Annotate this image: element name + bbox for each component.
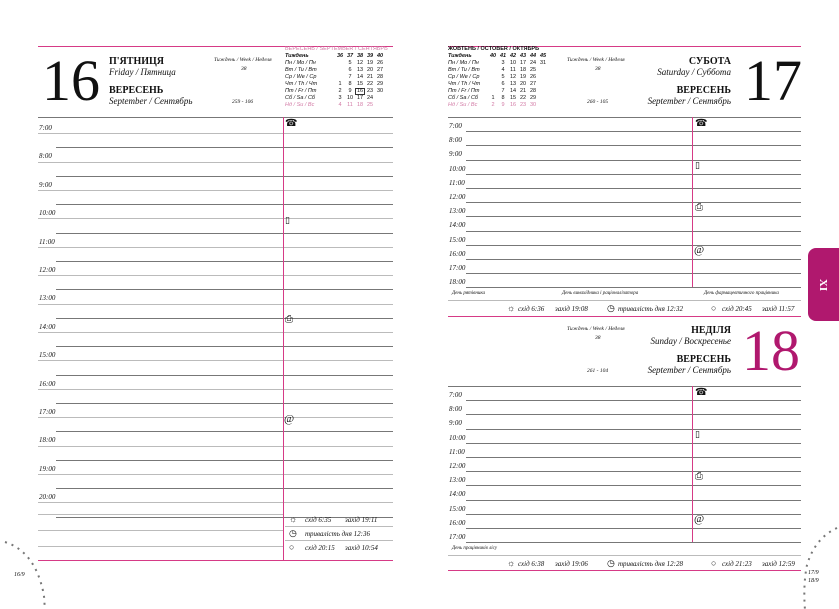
time-label: 13:00 (449, 207, 466, 216)
sunset: захід 19:08 (555, 305, 588, 313)
calendar-weekday: Пн / Mo / Пн (448, 60, 479, 66)
calendar-day: 23 (366, 88, 374, 94)
calendar-day: 16 (356, 88, 364, 94)
weekday-en-ru: Saturday / Суббота (657, 67, 731, 77)
calendar-day: 24 (366, 95, 374, 101)
half-hour-line[interactable] (38, 133, 393, 134)
time-label: 14:00 (39, 322, 56, 331)
mobile-icon: ▯ (695, 160, 700, 170)
sunday-sunset: захід 19:06 (555, 560, 588, 568)
time-slot-line[interactable] (56, 318, 393, 319)
calendar-day: 9 (348, 88, 352, 94)
calendar-day (538, 88, 548, 95)
day-number: 16 (42, 48, 100, 113)
calendar-day: 8 (501, 95, 505, 101)
sunday-day-count: 261 - 104 (587, 368, 609, 374)
time-label: 9:00 (449, 419, 462, 428)
half-hour-line[interactable] (38, 162, 393, 163)
sunday-moonrise: схід 21:23 (722, 560, 752, 568)
moonrise: схід 20:15 (305, 544, 335, 552)
holiday-note-1: День рятівника (452, 291, 486, 296)
moonset: захід 10:54 (345, 544, 378, 552)
mini-calendar (285, 46, 388, 109)
time-label: 14:00 (449, 221, 466, 230)
page-footer-1: 17/9 (808, 570, 819, 576)
half-hour-line[interactable] (38, 389, 393, 390)
calendar-day: 29 (376, 81, 384, 87)
note-line[interactable] (38, 514, 283, 515)
holiday-note-3: День фармацевтичного працівника (704, 291, 779, 296)
calendar-weekday: Вт / Tu / Вт (448, 67, 480, 73)
time-slot-line[interactable] (56, 346, 393, 347)
note-line[interactable] (38, 546, 283, 547)
half-hour-line[interactable] (38, 190, 393, 191)
week-label: Тиждень / Week / Неделя (214, 57, 272, 63)
day-count: 259 - 106 (232, 99, 254, 105)
page-footer-2: 18/9 (808, 578, 819, 584)
calendar-day: 17 (519, 60, 527, 66)
half-hour-line[interactable] (38, 417, 393, 418)
mini-calendar-october (448, 46, 548, 109)
calendar-day: 2 (338, 88, 342, 94)
time-slot-line[interactable] (56, 176, 393, 177)
time-label: 17:00 (39, 408, 56, 416)
time-label: 16:00 (449, 249, 466, 258)
time-label: 10:00 (449, 433, 466, 442)
calendar-weekday: Пн / Mo / Пн (285, 60, 316, 66)
calendar-row (285, 60, 388, 67)
calendar-weekday: Вт / Tu / Вт (285, 67, 317, 73)
sunday-sunrise: схід 6:38 (518, 560, 545, 568)
week-number: 38 (241, 66, 247, 72)
time-slot-line[interactable] (466, 485, 801, 486)
calendar-weekday: Ср / We / Ср (448, 74, 480, 80)
time-slot-line[interactable] (466, 273, 801, 274)
time-label: 11:00 (39, 237, 55, 246)
calendar-day: 22 (366, 81, 374, 87)
time-slot-line[interactable] (466, 216, 801, 217)
calendar-day: 26 (529, 74, 537, 80)
clock-icon: ◷ (289, 528, 297, 538)
sunday-weekday-en-ru: Sunday / Воскресенье (650, 336, 731, 346)
fax-icon: ⎙ (695, 202, 703, 213)
week-number: 38 (595, 66, 601, 72)
calendar-row (448, 74, 548, 81)
calendar-day: 20 (519, 81, 527, 87)
calendar-day (335, 74, 345, 81)
sunday-week-label: Тиждень / Week / Неделя (567, 326, 625, 332)
calendar-weekday: Ср / We / Ср (285, 74, 317, 80)
decorative-dots (785, 520, 839, 609)
calendar-day: 11 (510, 67, 516, 73)
month-en-ru: September / Сентябрь (109, 96, 193, 106)
phone-icon: ☎ (285, 118, 298, 129)
calendar-day: 5 (501, 74, 505, 80)
calendar-day: 5 (348, 60, 352, 66)
calendar-day: 31 (539, 60, 547, 66)
calendar-day: 12 (509, 74, 517, 80)
calendar-title: ВЕРЕСЕНЬ / SEPTEMBER / СЕНТЯБРЬ (285, 46, 388, 52)
time-label: 18:00 (449, 278, 466, 287)
holiday-note-2: День винахідника і раціоналізатора (562, 291, 639, 296)
calendar-row (448, 60, 548, 67)
time-slot-line[interactable] (56, 233, 393, 234)
day-number: 17 (744, 48, 802, 113)
time-label: 12:00 (39, 266, 56, 274)
time-slot-line[interactable] (466, 160, 801, 161)
time-label: 17:00 (449, 264, 466, 272)
calendar-day: 9 (501, 102, 505, 108)
time-label: 7:00 (39, 124, 52, 132)
note-line[interactable] (38, 530, 283, 531)
calendar-day: 29 (529, 95, 537, 101)
sunday-phone-icon: ☎ (695, 387, 708, 398)
day-length: тривалість дня 12:32 (618, 305, 683, 313)
time-label: 15:00 (449, 235, 466, 244)
calendar-day: 3 (501, 60, 505, 66)
sunday-month-ua: ВЕРЕСЕНЬ (676, 354, 731, 365)
sunset: захід 19:11 (345, 516, 378, 524)
time-label: 11:00 (449, 178, 465, 187)
calendar-row (448, 67, 548, 74)
time-label: 9:00 (449, 150, 462, 159)
calendar-day: 13 (509, 81, 517, 87)
sunday-moon-icon: ○ (711, 558, 717, 568)
time-slot-line[interactable] (466, 500, 801, 501)
calendar-day: 8 (348, 81, 352, 87)
calendar-day: 23 (519, 102, 527, 108)
time-slot-line[interactable] (466, 245, 801, 246)
calendar-day: 4 (501, 67, 505, 73)
calendar-day: 14 (509, 88, 517, 94)
time-label: 9:00 (39, 180, 52, 189)
time-slot-line[interactable] (466, 400, 801, 401)
time-label: 14:00 (449, 490, 466, 499)
calendar-day: 12 (356, 60, 364, 66)
calendar-day: 26 (376, 60, 384, 66)
half-hour-line[interactable] (38, 304, 393, 305)
calendar-day: 25 (529, 67, 537, 73)
sunday-week-number: 38 (595, 335, 601, 341)
calendar-weekday: Пт / Fr / Пт (448, 88, 480, 94)
phone-icon: ☎ (695, 118, 708, 129)
time-slot-line[interactable] (466, 542, 801, 543)
time-label: 13:00 (39, 294, 56, 303)
sun-icon: ☼ (289, 514, 298, 524)
page-footer: 16/9 (14, 572, 25, 578)
time-label: 8:00 (39, 152, 52, 161)
calendar-day: 17 (356, 95, 364, 101)
calendar-rows (448, 60, 548, 109)
calendar-day: 20 (366, 67, 374, 73)
time-slot-line[interactable] (466, 188, 801, 189)
time-slot-line[interactable] (466, 145, 801, 146)
time-label: 18:00 (39, 436, 56, 445)
calendar-day: 7 (501, 88, 505, 94)
calendar-day: 18 (519, 67, 527, 73)
time-slot-line[interactable] (466, 414, 801, 415)
calendar-day: 30 (376, 88, 384, 94)
calendar-day: 19 (519, 74, 527, 80)
calendar-row (448, 95, 548, 102)
calendar-day: 6 (501, 81, 505, 87)
sunday-weekday-ua: НЕДІЛЯ (691, 325, 731, 336)
calendar-day (538, 81, 548, 88)
calendar-weekday: Сб / Sa / Сб (448, 95, 479, 101)
calendar-day (488, 81, 498, 88)
calendar-day: 18 (356, 102, 364, 108)
calendar-day: 30 (529, 102, 537, 108)
time-label: 16:00 (449, 518, 466, 527)
moon-icon: ○ (711, 303, 717, 313)
calendar-weekday: Пт / Fr / Пт (285, 88, 317, 94)
time-slot-line[interactable] (466, 471, 801, 472)
calendar-day: 11 (347, 102, 353, 108)
week-label: Тиждень / Week / Неделя (567, 57, 625, 63)
calendar-day (375, 102, 385, 109)
time-label: 7:00 (449, 391, 462, 399)
calendar-row (448, 102, 548, 109)
calendar-day: 14 (356, 74, 364, 80)
time-label: 10:00 (39, 209, 56, 218)
weekday-ua: П'ЯТНИЦЯ (109, 56, 165, 67)
email-at-icon: @ (694, 244, 705, 256)
time-label: 10:00 (449, 164, 466, 173)
sunday-mobile-icon: ▯ (695, 429, 700, 439)
half-hour-line[interactable] (38, 332, 393, 333)
time-slot-line[interactable] (466, 131, 801, 132)
time-slot-line[interactable] (466, 429, 801, 430)
time-label: 12:00 (449, 193, 466, 201)
half-hour-line[interactable] (38, 360, 393, 361)
calendar-day: 24 (529, 60, 537, 66)
calendar-day (538, 102, 548, 109)
calendar-day: 22 (519, 95, 527, 101)
calendar-day: 28 (529, 88, 537, 94)
half-hour-line[interactable] (38, 247, 393, 248)
calendar-day: 10 (346, 95, 354, 101)
time-slot-line[interactable] (466, 231, 801, 232)
time-slot-line[interactable] (56, 204, 393, 205)
calendar-day (335, 60, 345, 67)
calendar-day: 27 (376, 67, 384, 73)
calendar-row (448, 81, 548, 88)
time-label: 8:00 (449, 405, 462, 414)
month-tab[interactable]: XI (808, 248, 839, 321)
time-slot-line[interactable] (56, 289, 393, 290)
time-slot-line[interactable] (466, 259, 801, 260)
calendar-day: 21 (519, 88, 527, 94)
sunday-fax-icon: ⎙ (695, 471, 703, 482)
calendar-day: 21 (366, 74, 374, 80)
time-label: 12:00 (449, 462, 466, 470)
calendar-day: 27 (529, 81, 537, 87)
time-slot-line[interactable] (466, 528, 801, 529)
day-count: 260 - 105 (587, 99, 609, 105)
calendar-day (488, 74, 498, 81)
calendar-row (448, 88, 548, 95)
time-slot-line[interactable] (466, 457, 801, 458)
time-label: 11:00 (449, 447, 465, 456)
time-label: 20:00 (39, 493, 56, 502)
calendar-day (538, 74, 548, 81)
time-label: 17:00 (449, 533, 466, 541)
calendar-day (375, 95, 385, 102)
time-slot-line[interactable] (466, 443, 801, 444)
decorative-dots (0, 520, 60, 609)
fax-icon: ⎙ (285, 314, 293, 325)
day-length: тривалість дня 12:36 (305, 530, 370, 538)
calendar-day: 13 (356, 67, 364, 73)
calendar-head: Тиждень 40 41 42 43 44 45 (448, 53, 547, 59)
sunday-month-en-ru: September / Сентябрь (647, 365, 731, 375)
calendar-rows (285, 60, 388, 109)
time-slot-line[interactable] (56, 460, 393, 461)
half-hour-line[interactable] (38, 218, 393, 219)
calendar-day: 4 (338, 102, 342, 108)
calendar-day (488, 88, 498, 95)
calendar-weekday: Чт / Th / Чт (448, 81, 481, 87)
calendar-title: ЖОВТЕНЬ / OCTOBER / ОКТЯБРЬ (448, 46, 540, 52)
time-slot-line[interactable] (56, 261, 393, 262)
moonrise: схід 20:45 (722, 305, 752, 313)
calendar-row (285, 67, 388, 74)
calendar-day: 19 (366, 60, 374, 66)
time-slot-line[interactable] (56, 375, 393, 376)
calendar-row (285, 81, 388, 88)
sunday-clock-icon: ◷ (607, 558, 615, 568)
calendar-row (285, 102, 388, 109)
month-en-ru: September / Сентябрь (647, 96, 731, 106)
sunday-moonset: захід 12:59 (762, 560, 795, 568)
time-slot-line[interactable] (56, 147, 393, 148)
sunrise: схід 6:35 (305, 516, 332, 524)
sunday-sun-icon: ☼ (507, 558, 516, 568)
calendar-day: 10 (509, 60, 517, 66)
calendar-day: 25 (366, 102, 374, 108)
calendar-day: 15 (509, 95, 517, 101)
calendar-day (538, 67, 548, 74)
time-label: 19:00 (39, 464, 56, 473)
column-divider (283, 117, 284, 560)
half-hour-line[interactable] (38, 474, 393, 475)
moon-icon: ○ (289, 542, 295, 552)
half-hour-line[interactable] (38, 275, 393, 276)
sunday-holiday-note: День працівників лісу (452, 546, 498, 551)
calendar-head: Тиждень 36 37 38 39 40 (285, 53, 384, 59)
month-ua: ВЕРЕСЕНЬ (676, 85, 731, 96)
calendar-day: 1 (491, 95, 495, 101)
calendar-weekday: Нд / Su / Вс (285, 102, 315, 108)
calendar-day: 15 (356, 81, 364, 87)
sunday-day-number: 18 (742, 318, 800, 383)
calendar-day: 16 (509, 102, 517, 108)
calendar-row (285, 95, 388, 102)
sunday-day-length: тривалість дня 12:28 (618, 560, 683, 568)
time-label: 15:00 (39, 351, 56, 360)
email-at-icon: @ (284, 413, 295, 425)
calendar-day: 2 (491, 102, 495, 108)
time-slot-line[interactable] (56, 403, 393, 404)
time-slot-line[interactable] (56, 488, 393, 489)
sun-icon: ☼ (507, 303, 516, 313)
mobile-icon: ▯ (285, 215, 290, 225)
calendar-day (488, 60, 498, 67)
time-label: 8:00 (449, 136, 462, 145)
sunrise: схід 6:36 (518, 305, 545, 313)
time-slot-line[interactable] (466, 287, 801, 288)
month-ua: ВЕРЕСЕНЬ (109, 85, 164, 96)
moonset: захід 11:57 (762, 305, 795, 313)
calendar-weekday: Нд / Su / Вс (448, 102, 478, 108)
weekday-ua: СУБОТА (688, 56, 731, 67)
half-hour-line[interactable] (38, 446, 393, 447)
calendar-day: 7 (348, 74, 352, 80)
time-slot-line[interactable] (466, 174, 801, 175)
time-slot-line[interactable] (56, 431, 393, 432)
weekday-en-ru: Friday / Пятница (109, 67, 176, 77)
calendar-day: 3 (338, 95, 342, 101)
calendar-row (285, 74, 388, 81)
time-label: 7:00 (449, 122, 462, 130)
time-slot-line[interactable] (56, 517, 393, 518)
calendar-day (538, 95, 548, 102)
calendar-row (285, 88, 388, 95)
time-label: 15:00 (449, 504, 466, 513)
time-slot-line[interactable] (466, 202, 801, 203)
sunday-email-at-icon: @ (694, 513, 705, 525)
calendar-day (488, 67, 498, 74)
calendar-day (335, 67, 345, 74)
half-hour-line[interactable] (38, 502, 393, 503)
time-slot-line[interactable] (466, 514, 801, 515)
calendar-day: 6 (348, 67, 352, 73)
calendar-weekday: Сб / Sa / Сб (285, 95, 316, 101)
calendar-day: 1 (338, 81, 342, 87)
time-label: 16:00 (39, 379, 56, 388)
calendar-day: 28 (376, 74, 384, 80)
clock-icon: ◷ (607, 303, 615, 313)
calendar-weekday: Чт / Th / Чт (285, 81, 318, 87)
time-label: 13:00 (449, 476, 466, 485)
